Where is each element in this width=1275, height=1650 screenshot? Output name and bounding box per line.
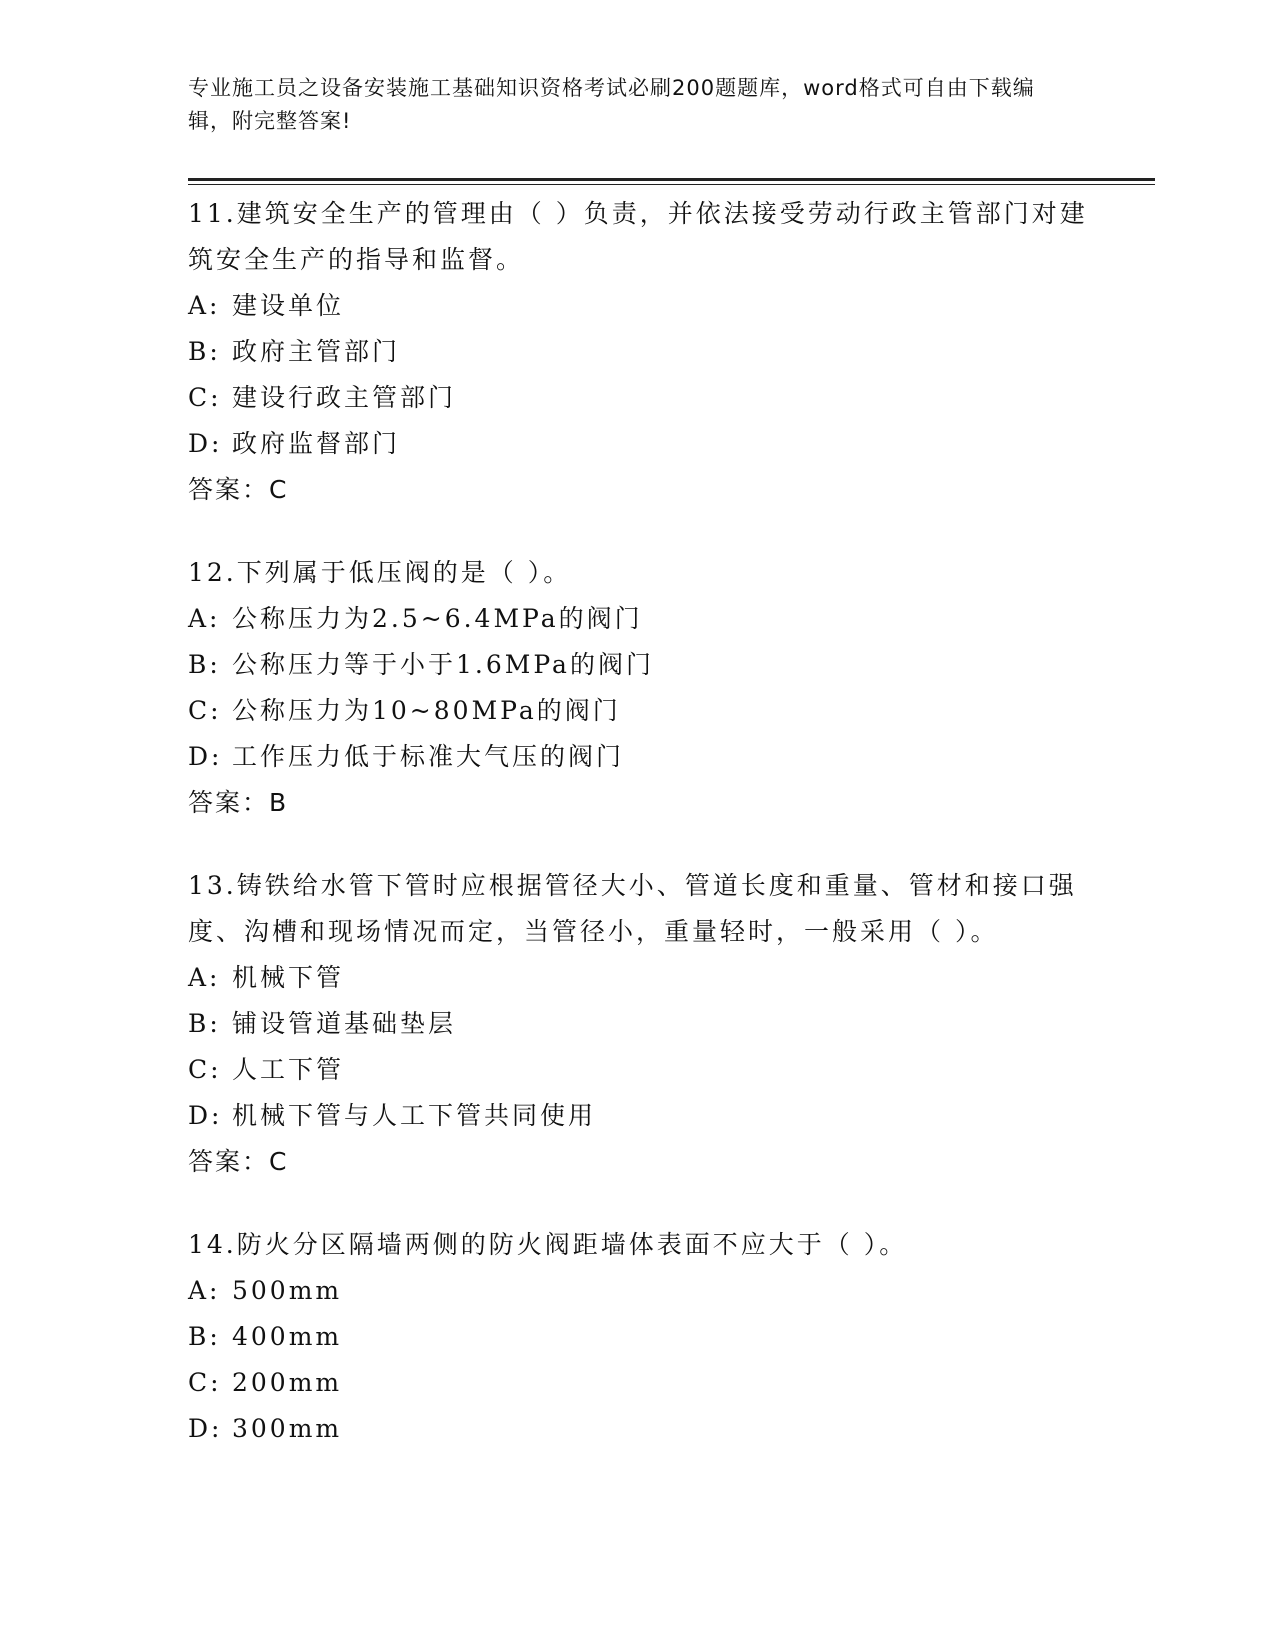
answer-line: 答案：B	[188, 788, 289, 817]
option-text: 公称压力为10~80MPa的阀门	[232, 696, 621, 725]
option-label: C:	[188, 1055, 222, 1084]
option-label: B:	[188, 337, 221, 366]
option-label: D:	[188, 742, 223, 771]
option-label: C:	[188, 696, 222, 725]
option-text: 建设行政主管部门	[232, 383, 457, 412]
option-a	[188, 955, 1088, 1001]
option-label: D:	[188, 1414, 223, 1443]
option-text: 铺设管道基础垫层	[232, 1009, 457, 1038]
option-text: 建设单位	[232, 291, 345, 320]
question-stem: 11.建筑安全生产的管理由（ ）负责，并依法接受劳动行政主管部门对建筑安全生产的指导和监督。	[188, 199, 1088, 274]
option-d	[188, 1406, 1088, 1452]
option-b	[188, 1314, 1088, 1360]
option-text: 公称压力等于小于1.6MPa的阀门	[232, 650, 654, 679]
option-label: C:	[188, 1368, 222, 1397]
option-a	[188, 1268, 1088, 1314]
option-text: 公称压力为2.5~6.4MPa的阀门	[232, 604, 643, 633]
question-stem: 13.铸铁给水管下管时应根据管径大小、管道长度和重量、管材和接口强度、沟槽和现场情况而定，当管径小，重量轻时，一般采用（ ）。	[188, 871, 1077, 946]
option-label: C:	[188, 383, 222, 412]
option-text: 政府监督部门	[232, 429, 401, 458]
question-list	[188, 191, 1088, 1489]
option-label: A:	[188, 291, 221, 320]
option-a	[188, 283, 1088, 329]
answer-line: 答案：C	[188, 1147, 289, 1176]
option-text: 400mm	[232, 1322, 343, 1351]
option-text: 工作压力低于标准大气压的阀门	[232, 742, 625, 771]
option-label: B:	[188, 1009, 221, 1038]
question-stem: 12.下列属于低压阀的是（ ）。	[188, 558, 572, 587]
option-b	[188, 1001, 1088, 1047]
option-text: 300mm	[232, 1414, 343, 1443]
option-text: 500mm	[232, 1276, 343, 1305]
question-14	[188, 1222, 1088, 1452]
option-a	[188, 596, 1088, 642]
option-label: A:	[188, 604, 221, 633]
question-13	[188, 863, 1088, 1185]
option-label: D:	[188, 1101, 223, 1130]
option-label: A:	[188, 1276, 221, 1305]
header-divider-thick	[188, 178, 1155, 181]
option-text: 机械下管与人工下管共同使用	[232, 1101, 597, 1130]
option-text: 机械下管	[232, 963, 345, 992]
option-label: A:	[188, 963, 221, 992]
document-header: 专业施工员之设备安装施工基础知识资格考试必刷200题题库，word格式可自由下载编辑，附完整答案!	[188, 76, 1035, 133]
option-d	[188, 734, 1088, 780]
option-c	[188, 1047, 1088, 1093]
option-text: 政府主管部门	[232, 337, 401, 366]
question-stem: 14.防火分区隔墙两侧的防火阀距墙体表面不应大于（ ）。	[188, 1230, 908, 1259]
option-c	[188, 375, 1088, 421]
option-d	[188, 421, 1088, 467]
question-12	[188, 550, 1088, 826]
option-label: D:	[188, 429, 223, 458]
question-11	[188, 191, 1088, 513]
option-c	[188, 688, 1088, 734]
option-text: 人工下管	[232, 1055, 345, 1084]
option-b	[188, 642, 1088, 688]
option-label: B:	[188, 650, 221, 679]
option-b	[188, 329, 1088, 375]
answer-line: 答案：C	[188, 475, 289, 504]
option-text: 200mm	[232, 1368, 343, 1397]
header-divider-thin	[188, 184, 1155, 185]
option-c	[188, 1360, 1088, 1406]
option-label: B:	[188, 1322, 221, 1351]
option-d	[188, 1093, 1088, 1139]
